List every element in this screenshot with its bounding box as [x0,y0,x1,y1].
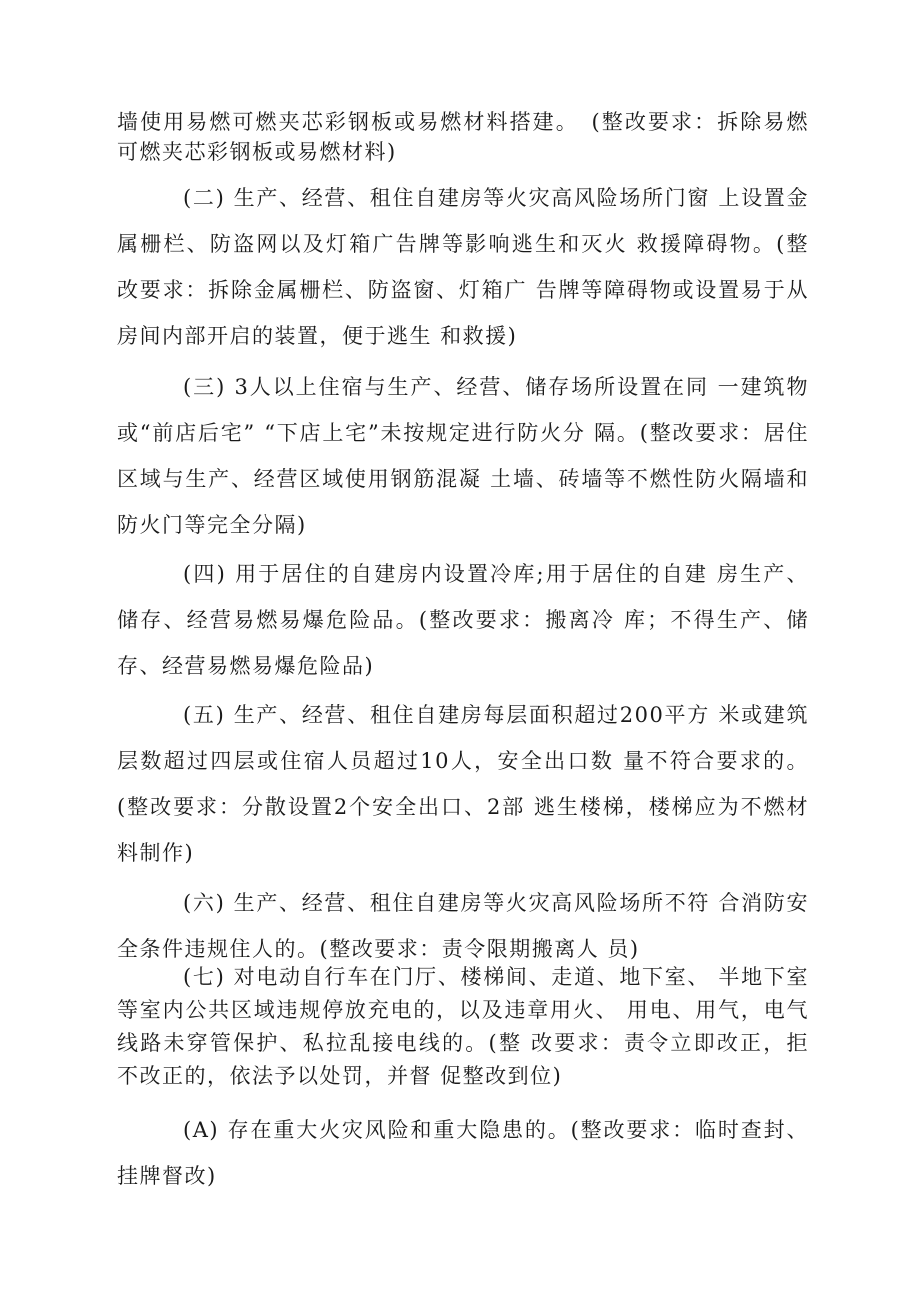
paragraph-item-4: (四) 用于居住的自建房内设置冷库;用于居住的自建 房生产、储存、经营易燃易爆危险品。(整改要求：搬离冷 库；不得生产、储存、经营易燃易爆危险品) [117,562,809,678]
paragraph-item-6: (六) 生产、经营、租住自建房等火灾高风险场所不符 合消防安全条件违规住人的。(整改要求：责令限期搬离人 员) [117,891,809,961]
paragraph-item-5: (五) 生产、经营、租住自建房每层面积超过200平方 米或建筑层数超过四层或住宿人员超过10人，安全出口数 量不符合要求的。(整改要求：分散设置2个安全出口、2部 逃生楼梯，楼梯应为不燃材料制作) [117,703,809,865]
paragraph-item-8: (A) 存在重大火灾风险和重大隐患的。(整改要求：临时查封、挂牌督改) [117,1118,809,1188]
paragraph-item-3: (三) 3人以上住宿与生产、经营、储存场所设置在同 一建筑物或“前店后宅” “下店上宅”未按规定进行防火分 隔。(整改要求：居住区域与生产、经营区域使用钢筋混凝 土墙、砖墙等不燃性防火隔墙和防火门等完全分隔) [117,375,809,537]
paragraph-item-7: (七) 对电动自行车在门厅、楼梯间、走道、地下室、 半地下室等室内公共区域违规停放充电的，以及违章用火、 用电、用气，电气线路未穿管保护、私拉乱接电线的。(整 改要求：责令立即改正，拒不改正的，依法予以处罚，并督 促整改到位) [117,965,809,1088]
paragraph-item-2: (二) 生产、经营、租住自建房等火灾高风险场所门窗 上设置金属栅栏、防盗网以及灯箱广告牌等影响逃生和灭火 救援障碍物。(整改要求：拆除金属栅栏、防盗窗、灯箱广 告牌等障碍物或设置易于从房间内部开启的装置，便于逃生 和救援) [117,186,809,348]
paragraph-continuation: 墙使用易燃可燃夹芯彩钢板或易燃材料搭建。 (整改要求：拆除易燃可燃夹芯彩钢板或易燃材料) [117,110,809,164]
